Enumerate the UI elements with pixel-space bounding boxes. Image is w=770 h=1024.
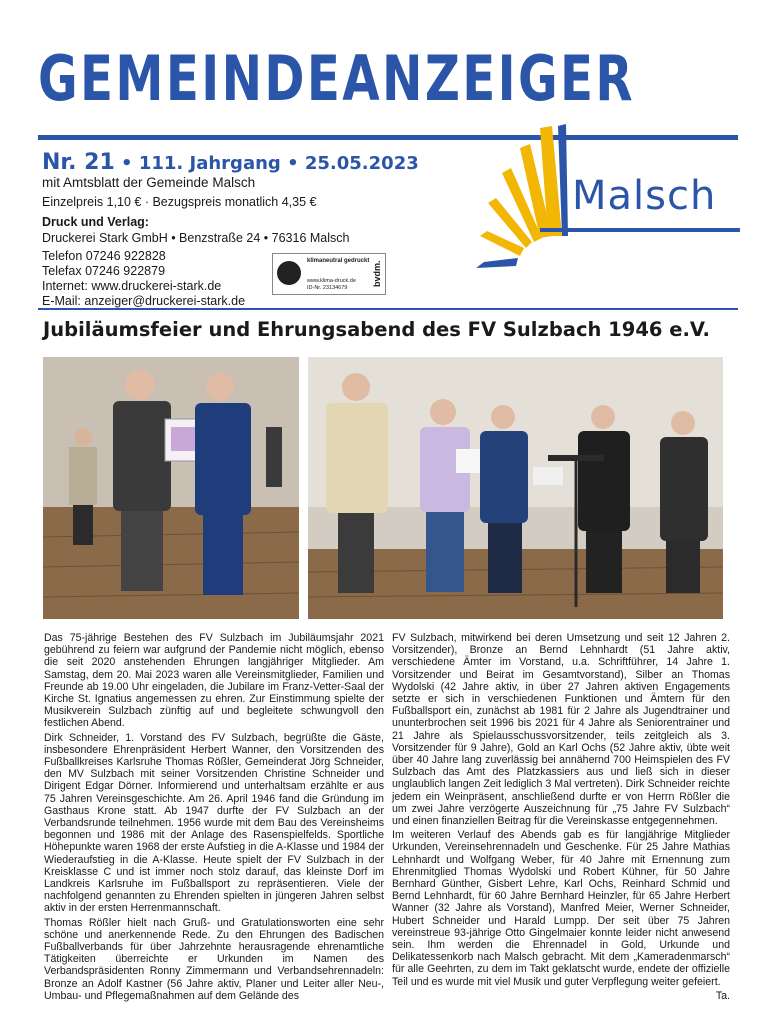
climate-neutral-badge (272, 253, 386, 295)
internet-link[interactable]: Internet: www.druckerei-stark.de (42, 279, 222, 293)
issue-date: 25.05.2023 (304, 153, 419, 174)
article-column-1 (44, 632, 384, 1004)
article-column-2 (392, 632, 730, 1002)
climate-label: klimaneutral gedruckt (307, 258, 370, 264)
paragraph: FV Sulzbach, mitwirkend bei deren Umsetzung und seit 12 Jahren 2. Vorsitzender), Bronze an Bernd Lehnhardt (51 Jahre aktiv, verschiedene Ämter im Vorstand, u.a. Schriftführer, 14 Jahre 1. Vorsitzender und Beirat im Gesamtvorstand), Silber an Thomas Wydolski (42 Jahre aktiv, in über 27 Jahren aktiven Engagements setzte er sich in verschiedenen Funktionen und Ämtern für den Fußballsport ein, zunächst ab 1981 für 2 Jahre als Jugendtrainer und ununterbrochen seit 1996 bis 2021 für 4 Jahre als Seniorentrainer und 21 Jahre als Spielausschussvorsitzender, teils zeitgleich als 3. Vorsitzender für 9 Jahre), Gold an Karl Ochs (52 Jahre aktiv, übte weit über 40 Jahre lang zuverlässig bei annähernd 700 Heimspielen des FV Sulzbach das Amt des Platzkassiers aus und ließ sich in dieser unglaublich langen Zeit lediglich 3 Mal vertreten). Dirk Schneider reichte jedem ein Weinpräsent, anschließend durfte er von Herrn Rößler die um zwei Jahre verzögerte Auszeichnung für „75 Jahre FV Sulzbach“ und einen finanziellen Beitrag für die Vereinskasse entgegennehmen. (392, 632, 730, 828)
email-link[interactable]: E-Mail: anzeiger@druckerei-stark.de (42, 294, 246, 308)
paragraph: Das 75-jährige Bestehen des FV Sulzbach im Jubiläumsjahr 2021 gebührend zu feiern war aufgrund der Pandemie nicht möglich, ebenso die seit 2020 anstehenden Ehrungen langjähriger Mitglieder. Am Samstag, dem 20. Mai 2023 waren alle Vereinsmitglieder, Familien und Freunde ab 19.00 Uhr eingeladen, die Jubilare im Franz-Vetter-Saal der Kirche St. Ignatius angemessen zu ehren. Zur Einstimmung spielte der Musikverein Sulzbach zünftig auf und begleitete schwungvoll den festlichen Abend. (44, 632, 384, 730)
issue-number: Nr. 21 (42, 150, 115, 175)
jahrgang: 111. Jahrgang (138, 153, 281, 174)
amtsblatt-line: mit Amtsblatt der Gemeinde Malsch (42, 175, 256, 190)
article-headline: Jubiläumsfeier und Ehrungsabend des FV Sulzbach 1946 e.V. (43, 318, 710, 341)
paragraph: Im weiteren Verlauf des Abends gab es für langjährige Mitglieder Urkunden, Vereinsehrennadeln und Geschenke. Für 25 Jahre Mathias Lehnhardt und Wolfgang Weber, für 40 Jahre mit Ernennung zum Ehrenmitglied Thomas Wydolski und Robert Kühner, für 50 Jahre Bernhard Günther, Gisbert Lehre, Karl Ochs, Reinhard Schmid und Bernd Lehnhardt, für 60 Jahre Bernhard Heinzler, für 65 Jahre Herbert Wanner (32 Jahre als Vorstand), Manfred Meier, Werner Schneider, Hubert Schneider und Harald Lumpp. Der seit über 75 Jahren vereinstreue 93-jährige Otto Gingelmaier konnte leider nicht anwesend sein. Ihm werden die Ehrennadel in Gold, Urkunde und Delikatessenkorb nach Malsch gebracht. Mit dem „Kameradenmarsch“ für alle Geehrten, zu dem im Takt geklatscht wurde, endete der offizielle Teil und es wurde mit viel Musik und guter Verpflegung weiter gefeiert. (392, 829, 730, 988)
climate-logo-icon (277, 261, 301, 285)
climate-url: www.klima-druck.de (307, 278, 356, 284)
separator-1: • (121, 153, 133, 174)
publisher-heading: Druck und Verlag: (42, 215, 149, 229)
logo-text: Malsch (572, 173, 717, 219)
masthead-title: GEMEINDEANZEIGER (38, 42, 635, 115)
telefon: Telefon 07246 922828 (42, 249, 166, 263)
price-line: Einzelpreis 1,10 € · Bezugspreis monatlich 4,35 € (42, 195, 317, 209)
author-signature: Ta. (715, 989, 730, 1002)
photo-left (43, 357, 299, 619)
issue-line (42, 150, 419, 175)
paragraph: Dirk Schneider, 1. Vorstand des FV Sulzbach, begrüßte die Gäste, insbesondere Ehrenpräsident Herbert Wanner, den Vorsitzenden des Fußballkreises Karlsruhe Thomas Rößler, Gemeinderat Jörg Schneider, den MV Sulzbach mit seiner Vorsitzenden Christine Schneider und Dirigent Edgar Dörner. Informierend und unterhaltsam erzählte er aus 75 Jahren Vereinsgeschichte. Am 26. April 1946 fand die Gründung im Gasthaus Krone statt. Ab 1947 durfte der FV Sulzbach an der Verbandsrunde teilnehmen. 1956 wurde mit dem Bau des Vereinsheims begonnen und 1986 mit der Anlage des Rasenspielfelds. Sportliche Höhepunkte waren 1968 der erste Aufstieg in die A-Klasse und 1984 der Wiederaufstieg in die A-Klasse. Heute spielt der FV Sulzbach in der Kreisklasse C und ist immer noch stolz darauf, das kleinste Dorf im Landkreis Karlsruhe im Fußballsport zu repräsentieren. Viele der nachfolgend genannten zu Ehrenden spielten in jüngeren Jahren selbst aktiv in der ersten Herrenmannschaft. (44, 731, 384, 915)
paragraph: Thomas Rößler hielt nach Gruß- und Gratulationsworten eine sehr schöne und anerkennende Rede. Zu den Ehrungen des Badischen Fußballverbands für über Jahrzehnte herausragende ehrenamtliche Tätigkeiten überreichte er Urkunden im Namen des Verbandspräsidenten Ronny Zimmermann und Verbandsehrennadeln: Bronze an Adolf Kastner (56 Jahre aktiv, Planer und Leiter aller Neu-, Umbau- und Pflegemaßnahmen auf dem Gelände des (44, 916, 384, 1002)
bvdm-logo: bvdm. (372, 260, 382, 288)
section-rule (38, 308, 738, 310)
publisher-address: Druckerei Stark GmbH • Benzstraße 24 • 76316 Malsch (42, 231, 350, 245)
photo-right (308, 357, 723, 619)
separator-2: • (287, 153, 299, 174)
climate-id: ID-Nr. 23134679 (307, 285, 348, 291)
logo-rule (540, 228, 740, 232)
telefax: Telefax 07246 922879 (42, 264, 166, 278)
